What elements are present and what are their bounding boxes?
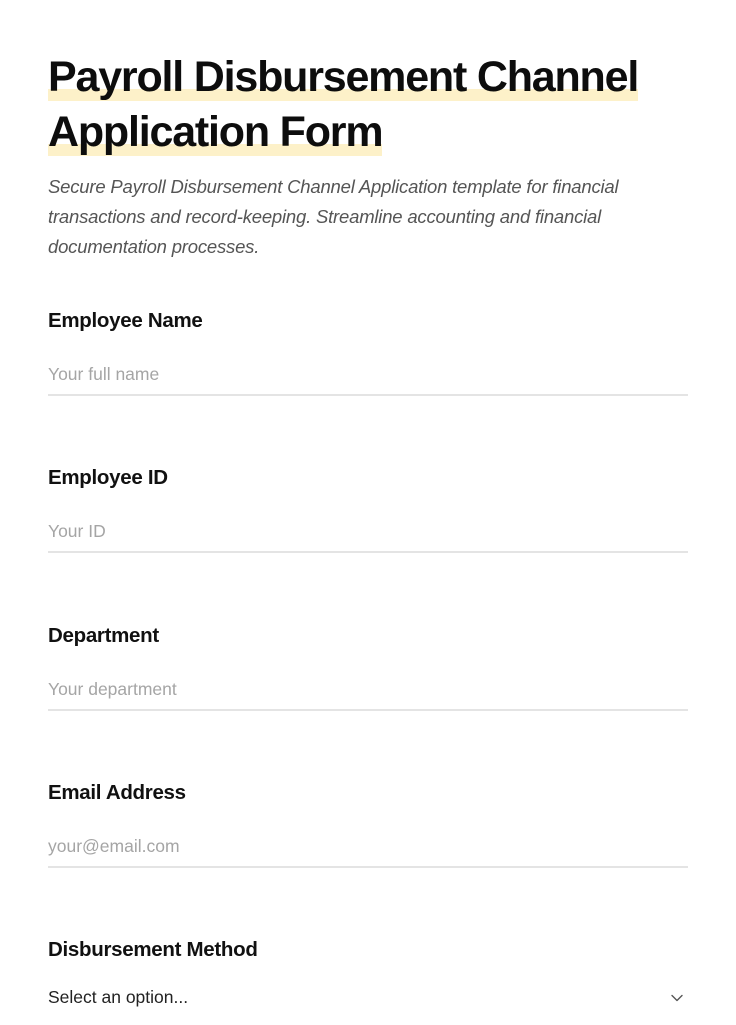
employee-name-label: Employee Name: [48, 309, 203, 332]
email-address-input[interactable]: [48, 826, 688, 868]
title-line-1: Payroll Disbursement Channel: [48, 53, 639, 101]
disbursement-method-field: [48, 937, 688, 1007]
employee-id-field: [48, 465, 688, 491]
form-container: [48, 50, 688, 1007]
employee-id-input[interactable]: [48, 511, 688, 553]
email-address-field: [48, 780, 688, 806]
form-description: Secure Payroll Disbursement Channel Application template for financial transactions and record-keeping. Streamline accounting and financial documentation processes.: [48, 176, 619, 257]
disbursement-method-label: Disbursement Method: [48, 938, 258, 961]
employee-name-input[interactable]: [48, 354, 688, 396]
employee-name-field: [48, 308, 688, 334]
email-address-label: Email Address: [48, 781, 186, 804]
disbursement-method-selected-value: Select an option...: [48, 987, 189, 1007]
department-field: [48, 623, 688, 649]
title-line-2: Application Form: [48, 108, 383, 156]
page-title: [48, 50, 688, 160]
department-label: Department: [48, 624, 159, 647]
chevron-down-icon: [670, 991, 684, 1005]
employee-id-label: Employee ID: [48, 466, 168, 489]
department-input[interactable]: [48, 669, 688, 711]
disbursement-method-select[interactable]: [48, 983, 688, 1025]
